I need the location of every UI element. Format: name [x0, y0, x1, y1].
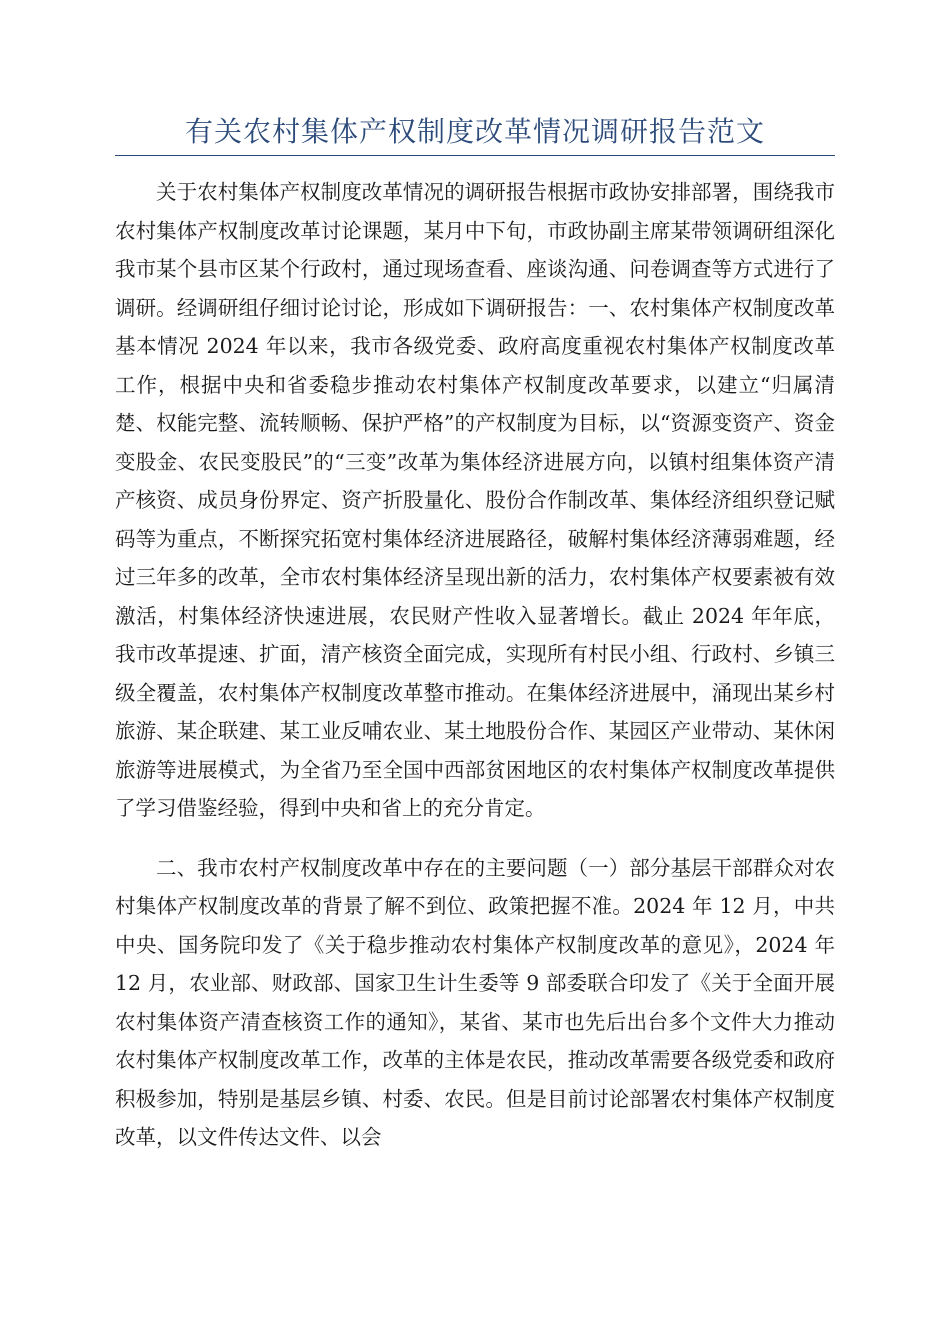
paragraph-1: 关于农村集体产权制度改革情况的调研报告根据市政协安排部署，围绕我市农村集体产权制度改革讨论课题，某月中下旬，市政协副主席某带领调研组深化我市某个县市区某个行政村，通过现场查看、座谈沟通、问卷调查等方式进行了调研。经调研组仔细讨论讨论，形成如下调研报告：一、农村集体产权制度改革基本情况 2024 年以来，我市各级党委、政府高度重视农村集体产权制度改革工作，根据中央和省委稳步推动农村集体产权制度改革要求，以建立“归属清楚、权能完整、流转顺畅、保护严格”的产权制度为目标，以“资源变资产、资金变股金、农民变股民”的“三变”改革为集体经济进展方向，以镇村组集体资产清产核资、成员身份界定、资产折股量化、股份合作制改革、集体经济组织登记赋码等为重点，不断探究拓宽村集体经济进展路径，破解村集体经济薄弱难题，经过三年多的改革，全市农村集体经济呈现出新的活力，农村集体产权要素被有效激活，村集体经济快速进展，农民财产性收入显著增长。截止 2024 年年底，我市改革提速、扩面，清产核资全面完成，实现所有村民小组、行政村、乡镇三级全覆盖，农村集体产权制度改革整市推动。在集体经济进展中，涌现出某乡村旅游、某企联建、某工业反哺农业、某土地股份合作、某园区产业带动、某休闲旅游等进展模式，为全省乃至全国中西部贫困地区的农村集体产权制度改革提供了学习借鉴经验，得到中央和省上的充分肯定。	[115, 180, 835, 820]
paragraph-2: 二、我市农村产权制度改革中存在的主要问题（一）部分基层干部群众对农村集体产权制度改革的背景了解不到位、政策把握不准。2024 年 12 月，中共中央、国务院印发了《关于稳步推动农村集体产权制度改革的意见》，2024 年 12 月，农业部、财政部、国家卫生计生委等 9 部委联合印发了《关于全面开展农村集体资产清查核资工作的通知》，某省、某市也先后出台多个文件大力推动农村集体产权制度改革工作，改革的主体是农民，推动改革需要各级党委和政府积极参加，特别是基层乡镇、村委、农民。但是目前讨论部署农村集体产权制度改革，以文件传达文件、以会	[115, 855, 835, 1149]
title-underline	[115, 155, 835, 156]
document-title: 有关农村集体产权制度改革情况调研报告范文	[184, 115, 765, 148]
document-body	[115, 173, 835, 1157]
